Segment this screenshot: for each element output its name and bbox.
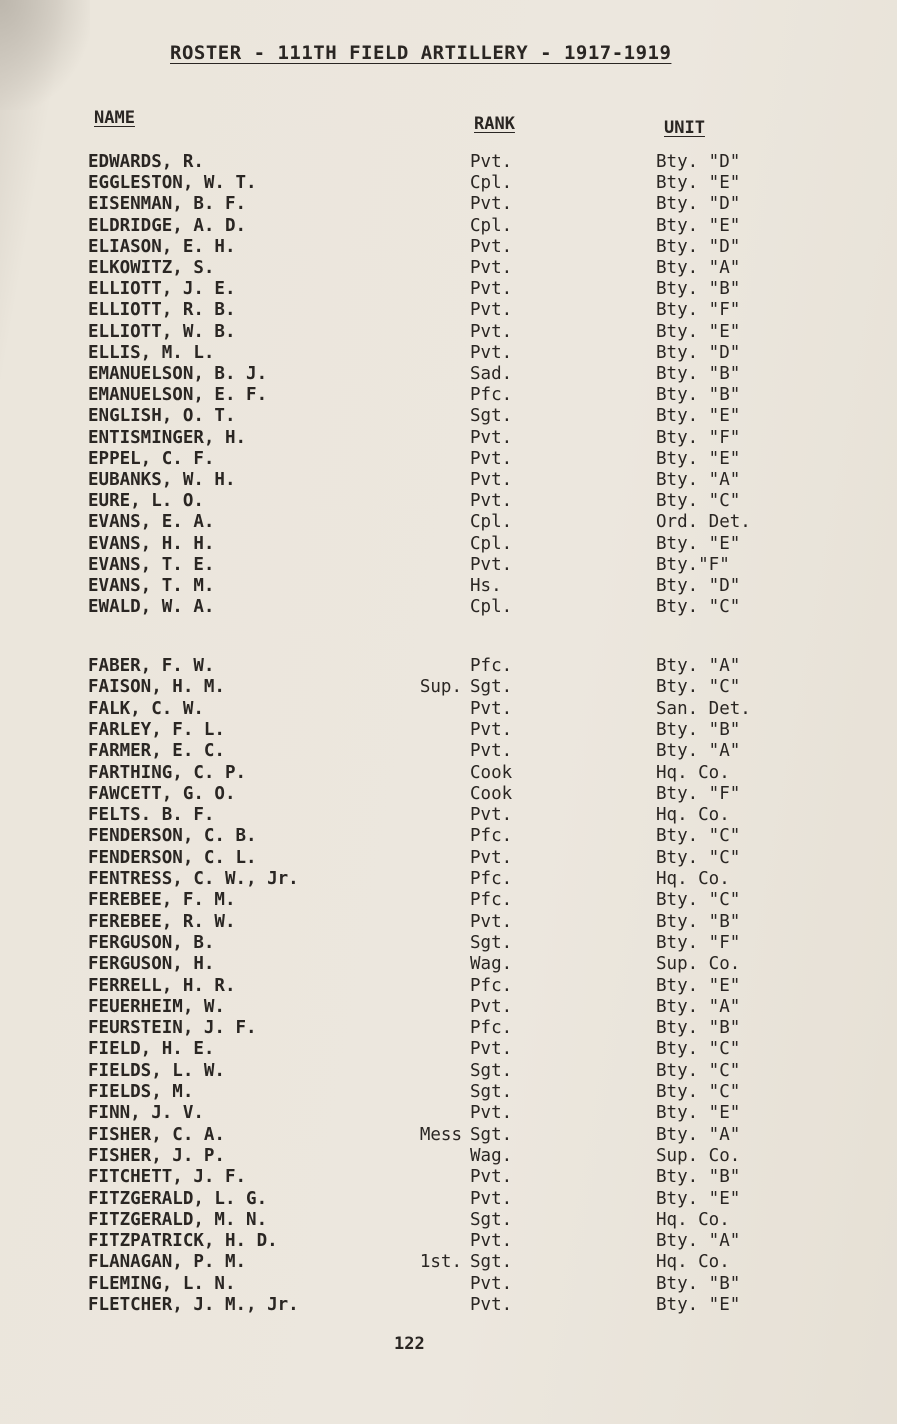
roster-row — [0, 343, 897, 364]
roster-rank: Pvt. — [470, 448, 513, 469]
roster-name: FARMER, E. C. — [88, 741, 225, 762]
roster-name: EVANS, E. A. — [88, 512, 215, 533]
roster-rank: Cpl. — [470, 512, 513, 533]
roster-name: FLANAGAN, P. M. — [88, 1252, 247, 1273]
roster-name: ELLIOTT, W. B. — [88, 321, 236, 342]
roster-rank: Cpl. — [470, 173, 513, 194]
roster-rank: Pvt. — [470, 847, 513, 868]
roster-row — [0, 173, 897, 194]
roster-unit: Bty. "A" — [656, 1231, 741, 1252]
roster-name: ENTISMINGER, H. — [88, 427, 247, 448]
roster-name: FAWCETT, G. O. — [88, 783, 236, 804]
roster-name: EISENMAN, B. F. — [88, 194, 247, 215]
roster-row — [0, 322, 897, 343]
roster-row — [0, 428, 897, 449]
roster-row — [0, 470, 897, 491]
roster-name: ELIASON, E. H. — [88, 236, 236, 257]
roster-unit: Hq. Co. — [656, 1209, 730, 1230]
roster-unit: Bty. "C" — [656, 1039, 741, 1060]
roster-name: EUBANKS, W. H. — [88, 470, 236, 490]
roster-name: EVANS, T. E. — [88, 554, 215, 575]
roster-rank: Pvt. — [470, 719, 513, 740]
roster-name: FARTHING, C. P. — [88, 762, 247, 783]
name-column-header: NAME — [94, 108, 135, 128]
roster-unit: Ord. Det. — [656, 512, 751, 533]
roster-name: ELLIOTT, R. B. — [88, 300, 236, 321]
roster-row — [0, 237, 897, 258]
roster-name: FLETCHER, J. M., Jr. — [88, 1295, 299, 1315]
roster-row — [0, 152, 897, 173]
roster-name: FIELDS, M. — [88, 1082, 194, 1102]
roster-row — [0, 869, 897, 890]
roster-unit: Bty. "E" — [656, 321, 741, 342]
roster-rank: Sgt. — [470, 406, 513, 427]
roster-unit: Bty. "C" — [656, 597, 741, 618]
roster-row — [0, 997, 897, 1018]
roster-row — [0, 534, 897, 555]
roster-unit: Bty. "E" — [656, 173, 741, 194]
roster-row — [0, 1082, 897, 1103]
roster-row — [0, 677, 897, 698]
roster-unit: Bty. "B" — [656, 279, 741, 300]
roster-unit: San. Det. — [656, 698, 751, 719]
roster-unit: Bty. "F" — [656, 932, 741, 953]
roster-unit: Bty. "E" — [656, 1295, 741, 1315]
roster-name: EDWARDS, R. — [88, 152, 204, 172]
unit-column-header: UNIT — [664, 118, 705, 138]
roster-rank: Pvt. — [470, 1273, 513, 1294]
roster-row — [0, 300, 897, 321]
roster-rank: Pvt. — [470, 805, 513, 826]
roster-name: ELDRIDGE, A. D. — [88, 215, 247, 236]
roster-name: FALK, C. W. — [88, 698, 204, 719]
roster-unit: Bty. "C" — [656, 1082, 741, 1102]
roster-rank: Pvt. — [470, 911, 513, 932]
roster-rank: Pfc. — [470, 869, 513, 889]
roster-row — [0, 741, 897, 762]
roster-rank: Pvt. — [470, 427, 513, 448]
roster-name: EVANS, H. H. — [88, 533, 215, 554]
roster-unit: Bty. "D" — [656, 152, 741, 172]
roster-rank: Pfc. — [470, 826, 513, 847]
roster-rank: Sgt. — [470, 677, 513, 698]
roster-rank: Pvt. — [470, 258, 513, 278]
roster-name: FITZGERALD, M. N. — [88, 1209, 268, 1230]
roster-row — [0, 1295, 897, 1316]
roster-row — [0, 1125, 897, 1146]
roster-name: FARLEY, F. L. — [88, 719, 225, 740]
roster-row — [0, 1061, 897, 1082]
roster-row — [0, 763, 897, 784]
roster-row — [0, 976, 897, 997]
roster-row — [0, 597, 897, 618]
roster-name: FIELD, H. E. — [88, 1039, 215, 1060]
roster-unit: Hq. Co. — [656, 805, 730, 826]
roster-row — [0, 512, 897, 533]
roster-row — [0, 1252, 897, 1273]
roster-row — [0, 656, 897, 677]
roster-rank: Cpl. — [470, 533, 513, 554]
roster-name: FERGUSON, B. — [88, 932, 215, 953]
roster-rank: Pvt. — [470, 698, 513, 719]
roster-rank: Cpl. — [470, 215, 513, 236]
roster-rank: Pfc. — [470, 385, 513, 406]
page-shadow — [0, 0, 90, 110]
roster-unit: Bty. "C" — [656, 890, 741, 911]
roster-rank: Pvt. — [470, 1188, 513, 1209]
page-number: 122 — [394, 1334, 425, 1354]
roster-row — [0, 194, 897, 215]
roster-name: EURE, L. O. — [88, 491, 204, 512]
roster-unit: Bty. "A" — [656, 258, 741, 278]
roster-row — [0, 216, 897, 237]
roster-rank: Wag. — [470, 1145, 513, 1166]
roster-unit: Bty. "A" — [656, 741, 741, 762]
roster-name: FENDERSON, C. L. — [88, 847, 257, 868]
roster-name: ENGLISH, O. T. — [88, 406, 236, 427]
roster-rank: Cpl. — [470, 597, 513, 618]
roster-row — [0, 1274, 897, 1295]
roster-row — [0, 1189, 897, 1210]
roster-name: FEREBEE, R. W. — [88, 911, 236, 932]
roster-rank: Pvt. — [470, 279, 513, 300]
roster-unit: Bty. "D" — [656, 236, 741, 257]
roster-unit: Bty. "B" — [656, 719, 741, 740]
roster-rank: Pvt. — [470, 300, 513, 321]
roster-rank: Pvt. — [470, 1103, 513, 1124]
roster-unit: Bty. "E" — [656, 975, 741, 996]
roster-name: FEREBEE, F. M. — [88, 890, 236, 911]
roster-rank: Pvt. — [470, 236, 513, 257]
roster-rank: Sgt. — [470, 1209, 513, 1230]
roster-row — [0, 1018, 897, 1039]
roster-row — [0, 805, 897, 826]
rank-prefix: Mess — [419, 1124, 462, 1145]
rank-prefix: 1st. — [419, 1252, 462, 1273]
roster-rank: Pvt. — [470, 996, 513, 1017]
roster-unit: Bty. "E" — [656, 1188, 741, 1209]
roster-name: FEUERHEIM, W. — [88, 996, 225, 1017]
roster-row — [0, 364, 897, 385]
roster-row — [0, 449, 897, 470]
roster-row — [0, 279, 897, 300]
roster-rank: Hs. — [470, 576, 502, 596]
roster-row — [0, 784, 897, 805]
roster-unit: Bty. "B" — [656, 1167, 741, 1188]
roster-unit: Bty. "B" — [656, 364, 741, 384]
roster-name: FISHER, J. P. — [88, 1145, 225, 1166]
roster-row — [0, 933, 897, 954]
roster-unit: Bty. "C" — [656, 826, 741, 847]
roster-row — [0, 555, 897, 576]
roster-rank: Sgt. — [470, 1060, 513, 1081]
roster-row — [0, 1167, 897, 1188]
roster-unit: Bty. "F" — [656, 427, 741, 448]
roster-unit: Bty. "E" — [656, 1103, 741, 1124]
roster-row — [0, 1210, 897, 1231]
roster-name: FERGUSON, H. — [88, 954, 215, 975]
roster-rank: Pvt. — [470, 491, 513, 512]
roster-unit: Bty. "C" — [656, 1060, 741, 1081]
roster-name: EPPEL, C. F. — [88, 448, 215, 469]
roster-unit: Bty. "E" — [656, 533, 741, 554]
roster-name: ELKOWITZ, S. — [88, 258, 215, 278]
roster-rank: Pvt. — [470, 741, 513, 762]
roster-unit: Bty. "C" — [656, 491, 741, 512]
roster-unit: Bty. "E" — [656, 448, 741, 469]
roster-unit: Hq. Co. — [656, 762, 730, 783]
roster-row — [0, 699, 897, 720]
roster-row — [0, 1039, 897, 1060]
roster-row — [0, 576, 897, 597]
roster-row — [0, 258, 897, 279]
roster-name: ELLIS, M. L. — [88, 342, 215, 363]
roster-name: FABER, F. W. — [88, 656, 215, 676]
roster-rank: Pvt. — [470, 1295, 513, 1315]
roster-unit: Hq. Co. — [656, 869, 730, 889]
roster-name: FIELDS, L. W. — [88, 1060, 225, 1081]
roster-unit: Bty. "B" — [656, 911, 741, 932]
roster-unit: Bty. "A" — [656, 656, 741, 676]
roster-unit: Sup. Co. — [656, 954, 741, 975]
roster-rank: Wag. — [470, 954, 513, 975]
roster-rank: Cook — [470, 762, 513, 783]
roster-rank: Pvt. — [470, 1167, 513, 1188]
roster-rank: Pvt. — [470, 321, 513, 342]
roster-rank: Pvt. — [470, 1039, 513, 1060]
roster-name: FENTRESS, C. W., Jr. — [88, 869, 299, 889]
roster-name: FERRELL, H. R. — [88, 975, 236, 996]
roster-row — [0, 1103, 897, 1124]
roster-name: EVANS, T. M. — [88, 576, 215, 596]
roster-name: FLEMING, L. N. — [88, 1273, 236, 1294]
roster-rank: Pvt. — [470, 470, 513, 490]
roster-name: EGGLESTON, W. T. — [88, 173, 257, 194]
roster-unit: Bty. "E" — [656, 406, 741, 427]
roster-row — [0, 1146, 897, 1167]
roster-name: FENDERSON, C. B. — [88, 826, 257, 847]
roster-rank: Pfc. — [470, 975, 513, 996]
roster-rank: Pvt. — [470, 1231, 513, 1252]
roster-name: FINN, J. V. — [88, 1103, 204, 1124]
page-title: ROSTER - 111TH FIELD ARTILLERY - 1917-1919 — [170, 42, 672, 64]
roster-rank: Pvt. — [470, 152, 513, 172]
rank-prefix: Sup. — [419, 677, 462, 698]
roster-rank: Sgt. — [470, 1082, 513, 1102]
roster-row — [0, 890, 897, 911]
roster-unit: Bty. "D" — [656, 342, 741, 363]
roster-row — [0, 826, 897, 847]
roster-unit: Bty. "A" — [656, 1124, 741, 1145]
roster-row — [0, 720, 897, 741]
roster-name: FAISON, H. M. — [88, 677, 225, 698]
roster-unit: Bty. "E" — [656, 215, 741, 236]
roster-row — [0, 954, 897, 975]
roster-unit: Hq. Co. — [656, 1252, 730, 1273]
roster-row — [0, 491, 897, 512]
roster-row — [0, 385, 897, 406]
roster-rank: Sgt. — [470, 1124, 513, 1145]
roster-rank: Pvt. — [470, 194, 513, 215]
roster-rank: Pfc. — [470, 656, 513, 676]
roster-name: ELLIOTT, J. E. — [88, 279, 236, 300]
roster-unit: Bty."F" — [656, 554, 730, 575]
roster-unit: Sup. Co. — [656, 1145, 741, 1166]
roster-name: EWALD, W. A. — [88, 597, 215, 618]
roster-unit: Bty. "C" — [656, 677, 741, 698]
roster-row — [0, 1231, 897, 1252]
roster-rank: Cook — [470, 783, 513, 804]
roster-row — [0, 848, 897, 869]
roster-unit: Bty. "B" — [656, 1273, 741, 1294]
roster-name: FEURSTEIN, J. F. — [88, 1018, 257, 1039]
roster-name: EMANUELSON, B. J. — [88, 364, 268, 384]
roster-name: FISHER, C. A. — [88, 1124, 225, 1145]
roster-unit: Bty. "B" — [656, 1018, 741, 1039]
roster-name: FITCHETT, J. F. — [88, 1167, 247, 1188]
roster-unit: Bty. "F" — [656, 783, 741, 804]
roster-rank: Sgt. — [470, 1252, 513, 1273]
roster-unit: Bty. "D" — [656, 194, 741, 215]
roster-unit: Bty. "A" — [656, 996, 741, 1017]
roster-unit: Bty. "F" — [656, 300, 741, 321]
roster-rank: Sgt. — [470, 932, 513, 953]
roster-name: FITZPATRICK, H. D. — [88, 1231, 278, 1252]
roster-row — [0, 406, 897, 427]
roster-unit: Bty. "A" — [656, 470, 741, 490]
roster-row — [0, 912, 897, 933]
roster-unit: Bty. "D" — [656, 576, 741, 596]
rank-column-header: RANK — [474, 114, 515, 134]
roster-name: EMANUELSON, E. F. — [88, 385, 268, 406]
roster-name: FITZGERALD, L. G. — [88, 1188, 268, 1209]
roster-rank: Sad. — [470, 364, 513, 384]
roster-rank: Pvt. — [470, 554, 513, 575]
roster-rank: Pvt. — [470, 342, 513, 363]
roster-name: FELTS. B. F. — [88, 805, 215, 826]
roster-unit: Bty. "C" — [656, 847, 741, 868]
roster-unit: Bty. "B" — [656, 385, 741, 406]
roster-rank: Pfc. — [470, 890, 513, 911]
roster-rank: Pfc. — [470, 1018, 513, 1039]
